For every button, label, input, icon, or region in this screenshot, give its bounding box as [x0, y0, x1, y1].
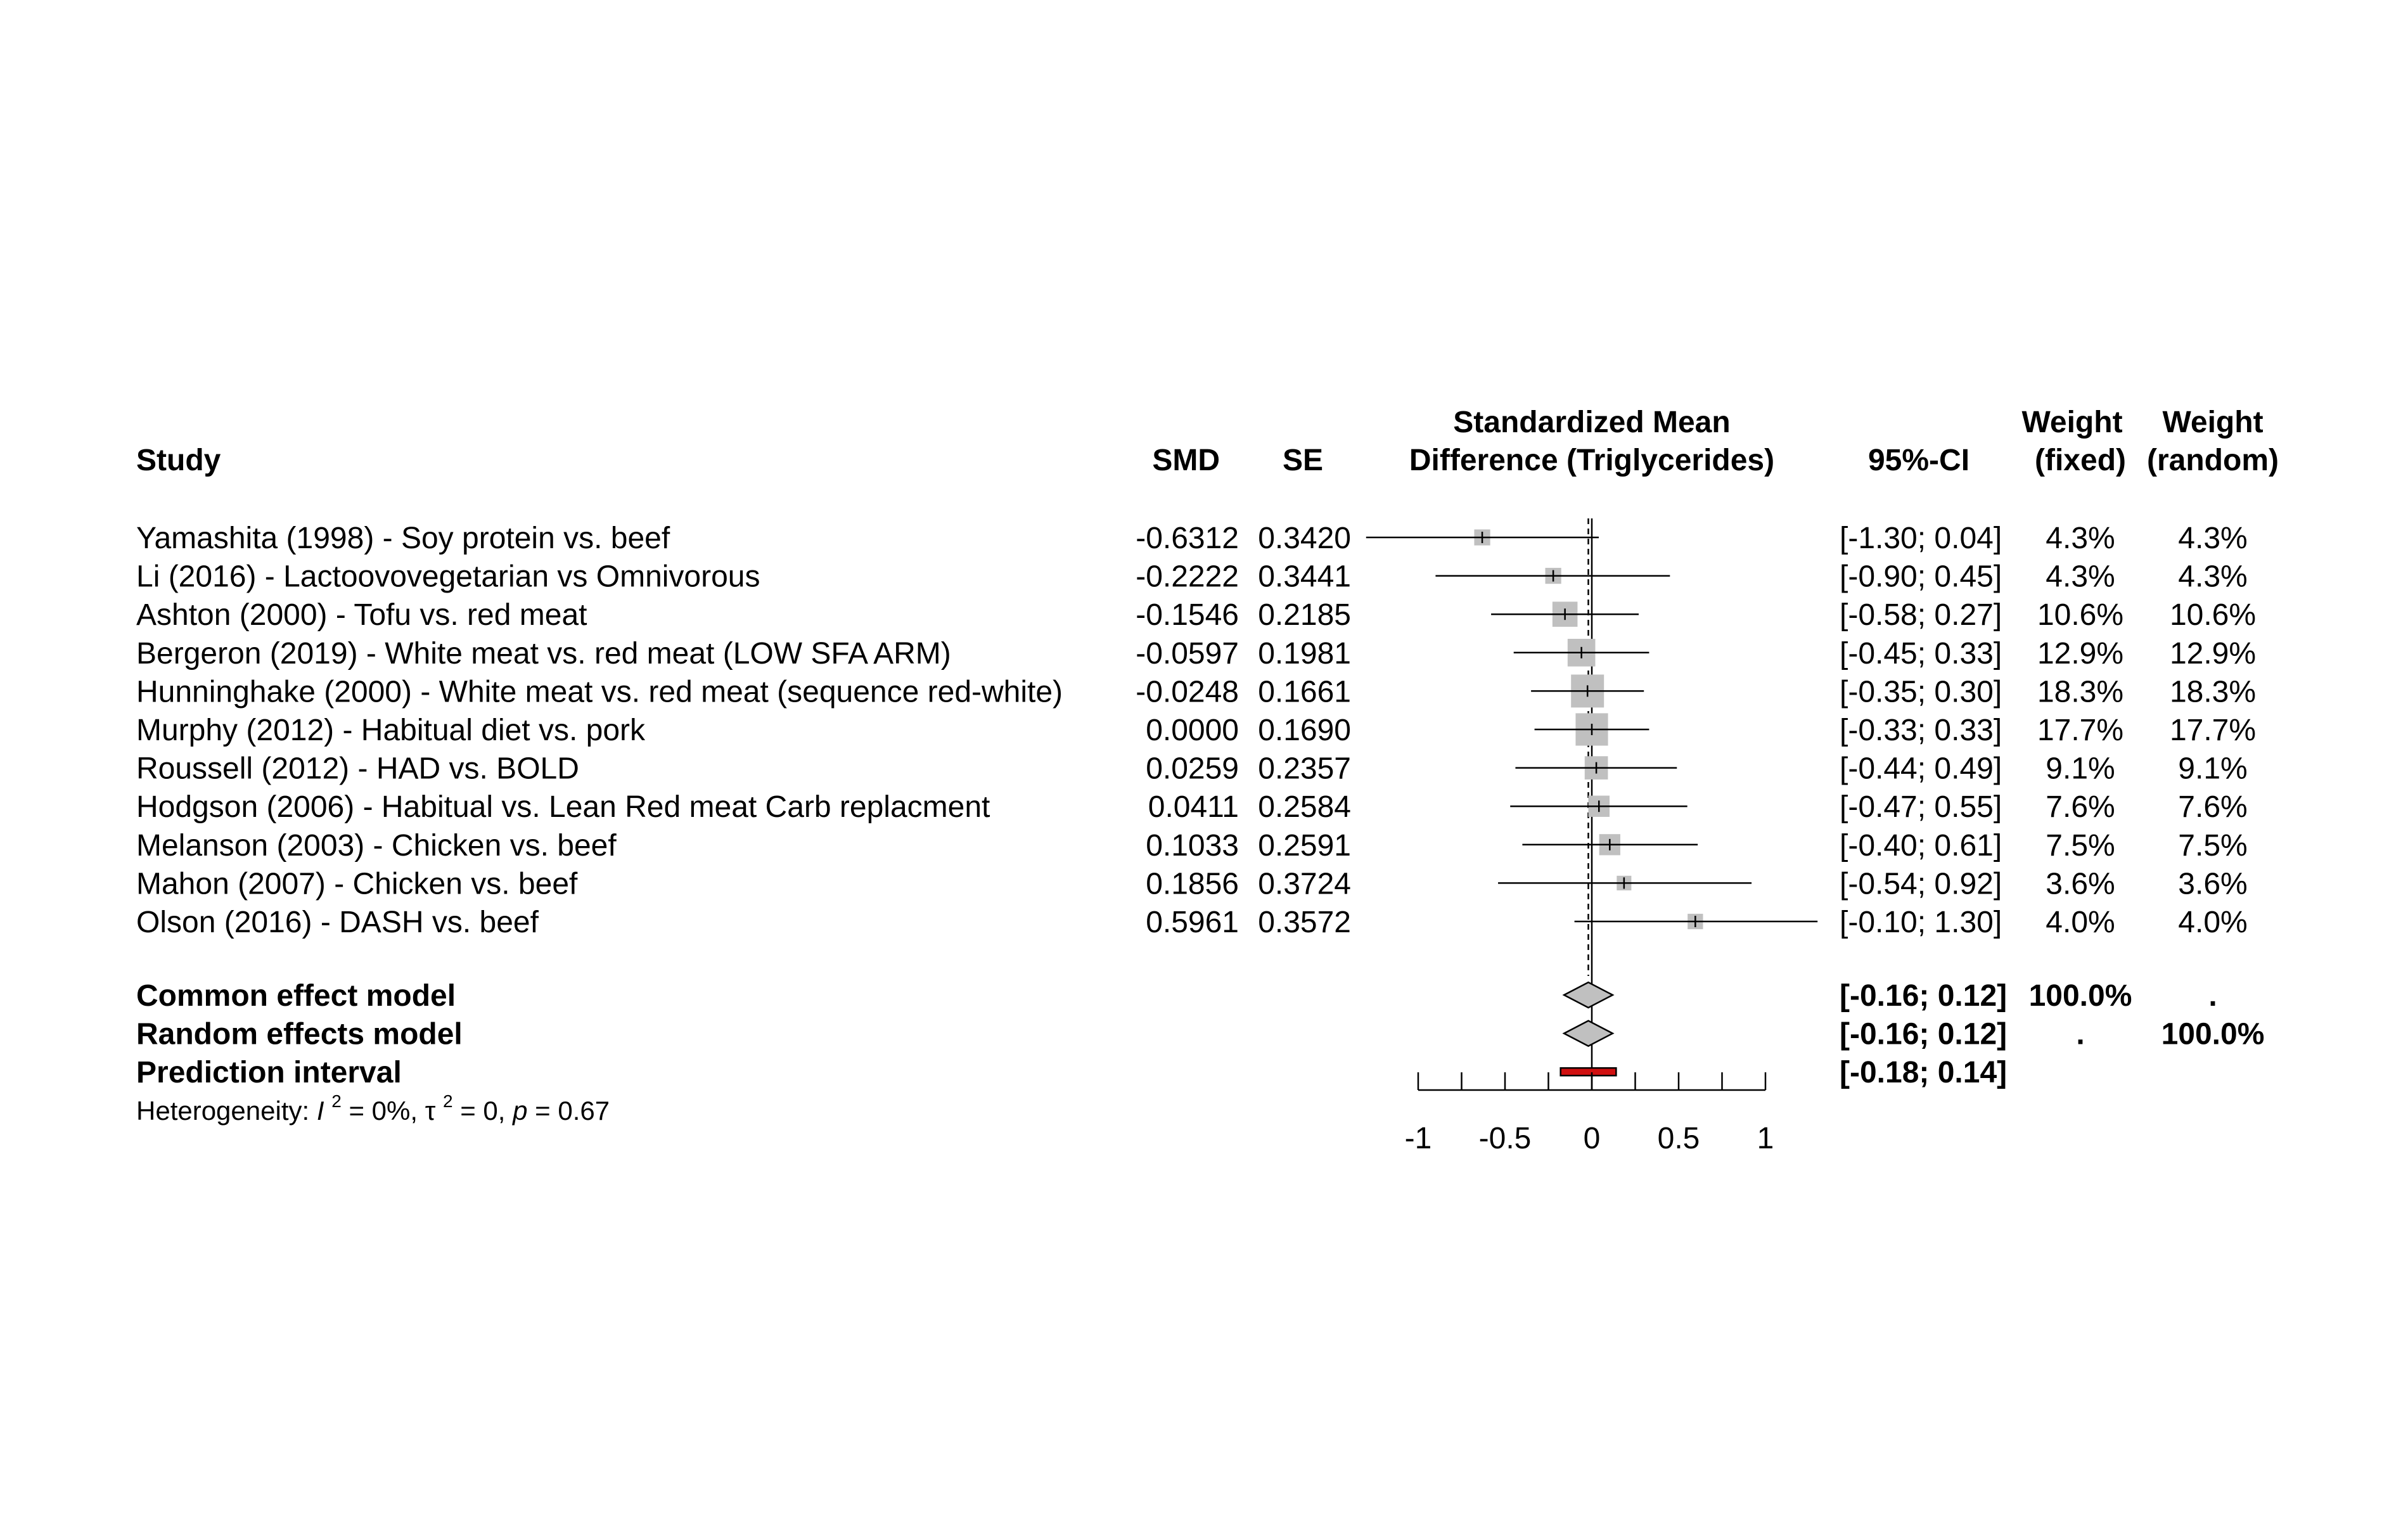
- study-label: Yamashita (1998) - Soy protein vs. beef: [136, 522, 670, 555]
- summary-diamond: [1564, 982, 1613, 1008]
- summary-diamond: [1564, 1021, 1613, 1046]
- study-weight-random: 17.7%: [2169, 714, 2257, 747]
- header-weight-random-line1: Weight: [2162, 406, 2264, 439]
- study-weight-random: 7.6%: [2178, 790, 2248, 825]
- header-plot-line1: Standardized Mean: [1453, 406, 1731, 439]
- study-rows: [136, 522, 2256, 939]
- study-ci: [-0.44; 0.49]: [1840, 752, 2002, 786]
- study-label: Melanson (2003) - Chicken vs. beef: [136, 828, 617, 863]
- header-study: Study: [136, 444, 221, 477]
- x-tick-label: -1: [1404, 1122, 1432, 1155]
- study-ci: [-0.40; 0.61]: [1840, 828, 2002, 863]
- study-label: Bergeron (2019) - White meat vs. red meat (LOW SFA ARM): [136, 636, 951, 671]
- study-row: [136, 790, 2248, 824]
- header-weight-fixed-line1: Weight: [2021, 406, 2123, 439]
- study-smd: -0.6312: [1136, 522, 1239, 555]
- study-row: [136, 829, 2248, 863]
- study-weight-random: 12.9%: [2169, 636, 2257, 671]
- summary-ci: [-0.16; 0.12]: [1840, 1017, 2008, 1051]
- summary-ci: [-0.16; 0.12]: [1840, 979, 2008, 1013]
- study-smd: 0.0000: [1146, 714, 1239, 747]
- heterogeneity-p-value: = 0.67: [535, 1096, 610, 1126]
- study-smd: 0.1033: [1146, 828, 1239, 863]
- heterogeneity-prefix: Heterogeneity:: [136, 1096, 317, 1126]
- study-ci: [-1.30; 0.04]: [1840, 522, 2002, 555]
- study-ci: [-0.90; 0.45]: [1840, 560, 2002, 594]
- study-se: 0.2584: [1258, 790, 1351, 825]
- study-weight-fixed: 9.1%: [2046, 752, 2115, 786]
- study-weight-fixed: 12.9%: [2037, 636, 2124, 671]
- study-ci: [-0.45; 0.33]: [1840, 636, 2002, 671]
- study-ci: [-0.35; 0.30]: [1840, 675, 2002, 709]
- study-smd: 0.0259: [1146, 752, 1239, 786]
- study-se: 0.1661: [1258, 675, 1351, 709]
- study-weight-fixed: 3.6%: [2046, 867, 2115, 901]
- study-row: [136, 867, 2248, 901]
- summary-row: [136, 979, 2217, 1013]
- summary-row: [136, 1056, 2007, 1089]
- study-se: 0.2357: [1258, 752, 1351, 786]
- study-weight-fixed: 4.3%: [2046, 522, 2115, 555]
- study-weight-fixed: 17.7%: [2037, 714, 2124, 747]
- study-weight-random: 10.6%: [2169, 598, 2257, 632]
- heterogeneity-tau-value: = 0,: [460, 1096, 513, 1126]
- header-se: SE: [1282, 444, 1323, 477]
- study-label: Roussell (2012) - HAD vs. BOLD: [136, 752, 579, 786]
- prediction-interval-bar: [1561, 1068, 1617, 1075]
- summary-weight-random: .: [2208, 979, 2217, 1013]
- study-weight-fixed: 18.3%: [2037, 675, 2124, 709]
- study-row: [136, 752, 2248, 786]
- study-weight-random: 7.5%: [2178, 828, 2248, 863]
- study-row: [136, 560, 2248, 594]
- study-smd: -0.0597: [1136, 636, 1239, 671]
- x-tick-label: -0.5: [1478, 1122, 1532, 1155]
- study-weight-random: 18.3%: [2169, 675, 2257, 709]
- study-se: 0.3724: [1258, 867, 1351, 901]
- study-smd: 0.5961: [1146, 906, 1239, 939]
- study-weight-fixed: 4.3%: [2046, 560, 2115, 594]
- study-label: Olson (2016) - DASH vs. beef: [136, 906, 539, 939]
- study-weight-random: 4.0%: [2178, 906, 2248, 939]
- summary-label: Common effect model: [136, 979, 456, 1013]
- study-ci: [-0.10; 1.30]: [1840, 906, 2002, 939]
- study-row: [136, 637, 2256, 671]
- study-weight-fixed: 10.6%: [2037, 598, 2124, 632]
- summary-weight-fixed: 100.0%: [2028, 979, 2132, 1013]
- header-weight-random-line2: (random): [2147, 444, 2279, 477]
- summary-weight-random: 100.0%: [2161, 1017, 2265, 1051]
- study-ci: [-0.58; 0.27]: [1840, 598, 2002, 632]
- x-tick-label: 1: [1757, 1122, 1774, 1155]
- header-smd: SMD: [1152, 444, 1220, 477]
- header-weight-fixed-line2: (fixed): [2035, 444, 2126, 477]
- study-weight-random: 4.3%: [2178, 522, 2248, 555]
- study-weight-random: 9.1%: [2178, 752, 2248, 786]
- study-smd: -0.2222: [1136, 560, 1239, 594]
- study-smd: 0.1856: [1146, 867, 1239, 901]
- x-tick-label: 0.5: [1657, 1122, 1700, 1155]
- study-se: 0.3572: [1258, 906, 1351, 939]
- column-headers: [136, 406, 2279, 477]
- x-tick-label: 0: [1583, 1122, 1601, 1155]
- summary-row: [136, 1018, 2264, 1051]
- study-weight-fixed: 4.0%: [2046, 906, 2115, 939]
- summary-ci: [-0.18; 0.14]: [1840, 1056, 2008, 1090]
- study-row: [136, 674, 2256, 709]
- study-row: [136, 522, 2248, 555]
- study-smd: -0.0248: [1136, 675, 1239, 709]
- heterogeneity-i-symbol: I: [316, 1096, 324, 1126]
- summary-weight-fixed: .: [2076, 1017, 2085, 1051]
- header-plot-line2: Difference (Triglycerides): [1409, 444, 1775, 477]
- study-label: Li (2016) - Lactoovovegetarian vs Omnivorous: [136, 560, 760, 594]
- study-smd: 0.0411: [1148, 790, 1239, 825]
- study-ci: [-0.54; 0.92]: [1840, 867, 2002, 901]
- summary-rows: [136, 979, 2264, 1089]
- study-label: Hunninghake (2000) - White meat vs. red meat (sequence red-white): [136, 675, 1063, 709]
- study-se: 0.1690: [1258, 714, 1351, 747]
- study-ci: [-0.47; 0.55]: [1840, 790, 2002, 825]
- study-weight-random: 4.3%: [2178, 560, 2248, 594]
- heterogeneity-i-superscript: 2: [331, 1091, 342, 1111]
- summary-label: Random effects model: [136, 1017, 463, 1051]
- study-se: 0.2591: [1258, 828, 1351, 863]
- study-row: [136, 906, 2248, 939]
- study-label: Murphy (2012) - Habitual diet vs. pork: [136, 714, 646, 747]
- study-ci: [-0.33; 0.33]: [1840, 714, 2002, 747]
- study-se: 0.2185: [1258, 598, 1351, 632]
- study-weight-random: 3.6%: [2178, 867, 2248, 901]
- study-label: Ashton (2000) - Tofu vs. red meat: [136, 598, 587, 632]
- heterogeneity-i-value: = 0%,: [349, 1096, 425, 1126]
- study-se: 0.3420: [1258, 522, 1351, 555]
- heterogeneity-tau-superscript: 2: [442, 1091, 453, 1111]
- summary-label: Prediction interval: [136, 1056, 402, 1090]
- study-label: Hodgson (2006) - Habitual vs. Lean Red meat Carb replacment: [136, 790, 990, 825]
- x-axis: [1405, 1072, 1774, 1155]
- study-weight-fixed: 7.5%: [2046, 828, 2115, 863]
- study-se: 0.3441: [1258, 560, 1351, 594]
- study-smd: -0.1546: [1136, 598, 1239, 632]
- header-ci: 95%-CI: [1867, 444, 1970, 477]
- heterogeneity-tau-symbol: τ: [425, 1096, 436, 1126]
- study-label: Mahon (2007) - Chicken vs. beef: [136, 867, 578, 901]
- study-weight-fixed: 7.6%: [2046, 790, 2115, 825]
- study-se: 0.1981: [1258, 636, 1351, 671]
- study-row: [136, 713, 2256, 747]
- study-row: [136, 598, 2256, 632]
- heterogeneity-p-symbol: p: [513, 1096, 528, 1126]
